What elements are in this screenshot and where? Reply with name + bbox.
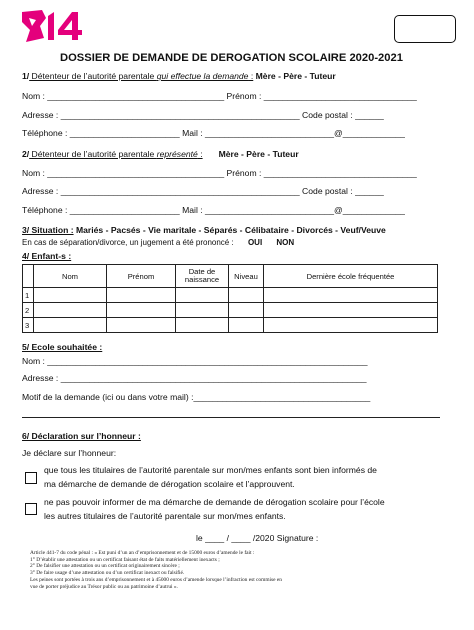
logo: [20, 8, 90, 44]
date-signature-line[interactable]: le ____ / ____ /2020 Signature :: [196, 533, 319, 543]
school-address-field[interactable]: Adresse : ________________________________________________________________: [22, 373, 367, 383]
parent2-contact-field[interactable]: Téléphone : _______________________ Mail : ___________________________@_____________: [22, 205, 405, 215]
table-cell[interactable]: [34, 303, 107, 318]
legal-notice: [30, 550, 282, 590]
school-name-field[interactable]: Nom : ___________________________________________________________________: [22, 356, 368, 366]
section-1-heading: [22, 71, 336, 81]
table-row: [23, 303, 438, 318]
column-derniere-ecole: Dernière école fréquentée: [264, 265, 438, 288]
table-cell[interactable]: [107, 318, 176, 333]
declaration-option-1-line-2: ma démarche de demande de dérogation scolaire et l’approuvent.: [44, 479, 295, 489]
legal-line: 1° D’établir une attestation ou un certificat faisant état de faits matériellement inexacts ;: [30, 556, 220, 563]
section-5-heading: 5/ Ecole souhaitée :: [22, 342, 103, 352]
reference-box[interactable]: [394, 15, 456, 43]
table-cell[interactable]: [176, 318, 229, 333]
table-cell[interactable]: [107, 303, 176, 318]
legal-line: vue de porter préjudice au Trésor public ou au patrimoine d’autrui ».: [30, 583, 178, 590]
table-cell[interactable]: [34, 288, 107, 303]
parent1-address-field[interactable]: Adresse : __________________________________________________ Code postal : ______: [22, 110, 384, 120]
column-nom: Nom: [34, 265, 107, 288]
judgement-no[interactable]: NON: [276, 238, 295, 247]
section-2-heading: [22, 149, 299, 159]
section-2-number: 2/: [22, 149, 30, 159]
column-niveau: Niveau: [229, 265, 264, 288]
legal-line: 3° De faire usage d’une attestation ou d’un certificat inexact ou falsifié.: [30, 570, 185, 577]
section-4-heading: 4/ Enfant-s :: [22, 251, 72, 261]
section-2-title-c: :: [197, 149, 203, 159]
declaration-option-1-checkbox[interactable]: [25, 472, 37, 484]
table-row: [23, 288, 438, 303]
row-number: 3: [23, 318, 34, 333]
parent1-contact-field[interactable]: Téléphone : _______________________ Mail : ___________________________@_____________: [22, 128, 405, 138]
table-corner: [23, 265, 34, 288]
table-cell[interactable]: [229, 303, 264, 318]
column-date-naissance: Date de naissance: [176, 265, 229, 288]
section-3-heading: [22, 225, 386, 235]
declaration-option-2-line-1: ne pas pouvoir informer de ma démarche de demande de dérogation scolaire pour l’école: [44, 497, 385, 507]
children-table: [22, 264, 438, 333]
section-2-title-a: Détenteur de l’autorité parentale: [29, 149, 157, 159]
section-2-title-b: représenté: [156, 149, 198, 159]
judgement-question: En cas de séparation/divorce, un jugement a été prononcé :: [22, 238, 234, 247]
section-1-title-b: qui effectue la demande: [156, 71, 249, 81]
table-cell[interactable]: [34, 318, 107, 333]
department-logo-icon: [20, 8, 90, 44]
table-cell[interactable]: [229, 288, 264, 303]
table-row: [23, 318, 438, 333]
parent2-name-field[interactable]: Nom : _____________________________________ Prénom : ________________________________: [22, 168, 417, 178]
section-1-choices: Mère - Père - Tuteur: [253, 71, 336, 81]
section-1-title-a: Détenteur de l’autorité parentale: [29, 71, 157, 81]
section-1-number: 1/: [22, 71, 30, 81]
declaration-option-1-line-1: que tous les titulaires de l’autorité parentale sur mon/mes enfants sont bien informés de: [44, 465, 377, 475]
table-cell[interactable]: [176, 303, 229, 318]
section-3-title: 3/ Situation :: [22, 225, 74, 235]
judgement-yes[interactable]: OUI: [247, 238, 263, 247]
table-cell[interactable]: [264, 318, 438, 333]
reason-field[interactable]: Motif de la demande (ici ou dans votre mail) :_____________________________________: [22, 392, 371, 402]
legal-line: 2° De falsifier une attestation ou un certificat originairement sincère ;: [30, 563, 180, 570]
legal-line: Les peines sont portées à trois ans d’emprisonnement et à 45000 euros d’amende lorsque l’infraction est commise en: [30, 576, 282, 583]
table-cell[interactable]: [107, 288, 176, 303]
row-number: 2: [23, 303, 34, 318]
judgement-line: [22, 238, 294, 247]
declaration-option-2-checkbox[interactable]: [25, 503, 37, 515]
table-cell[interactable]: [264, 303, 438, 318]
legal-line: Article 441-7 du code pénal : « Est puni d’un an d’emprisonnement et de 15000 euros d’amende le fait :: [30, 550, 255, 556]
table-cell[interactable]: [264, 288, 438, 303]
table-cell[interactable]: [229, 318, 264, 333]
parent2-address-field[interactable]: Adresse : __________________________________________________ Code postal : ______: [22, 186, 384, 196]
table-cell[interactable]: [176, 288, 229, 303]
section-1-title-c: :: [248, 71, 254, 81]
situation-options[interactable]: Mariés - Pacsés - Vie maritale - Séparés - Célibataire - Divorcés - Veuf/Veuve: [73, 225, 386, 235]
row-number: 1: [23, 288, 34, 303]
page-title: DOSSIER DE DEMANDE DE DEROGATION SCOLAIRE 2020-2021: [60, 52, 403, 64]
declaration-intro: Je déclare sur l’honneur:: [22, 448, 117, 458]
section-6-heading: 6/ Déclaration sur l’honneur :: [22, 431, 141, 441]
reason-extra-line[interactable]: [22, 417, 440, 418]
parent1-name-field[interactable]: Nom : _____________________________________ Prénom : ________________________________: [22, 91, 417, 101]
section-2-choices: Mère - Père - Tuteur: [218, 149, 299, 159]
declaration-option-2-line-2: les autres titulaires de l’autorité parentale sur mon/mes enfants.: [44, 511, 286, 521]
column-prenom: Prénom: [107, 265, 176, 288]
